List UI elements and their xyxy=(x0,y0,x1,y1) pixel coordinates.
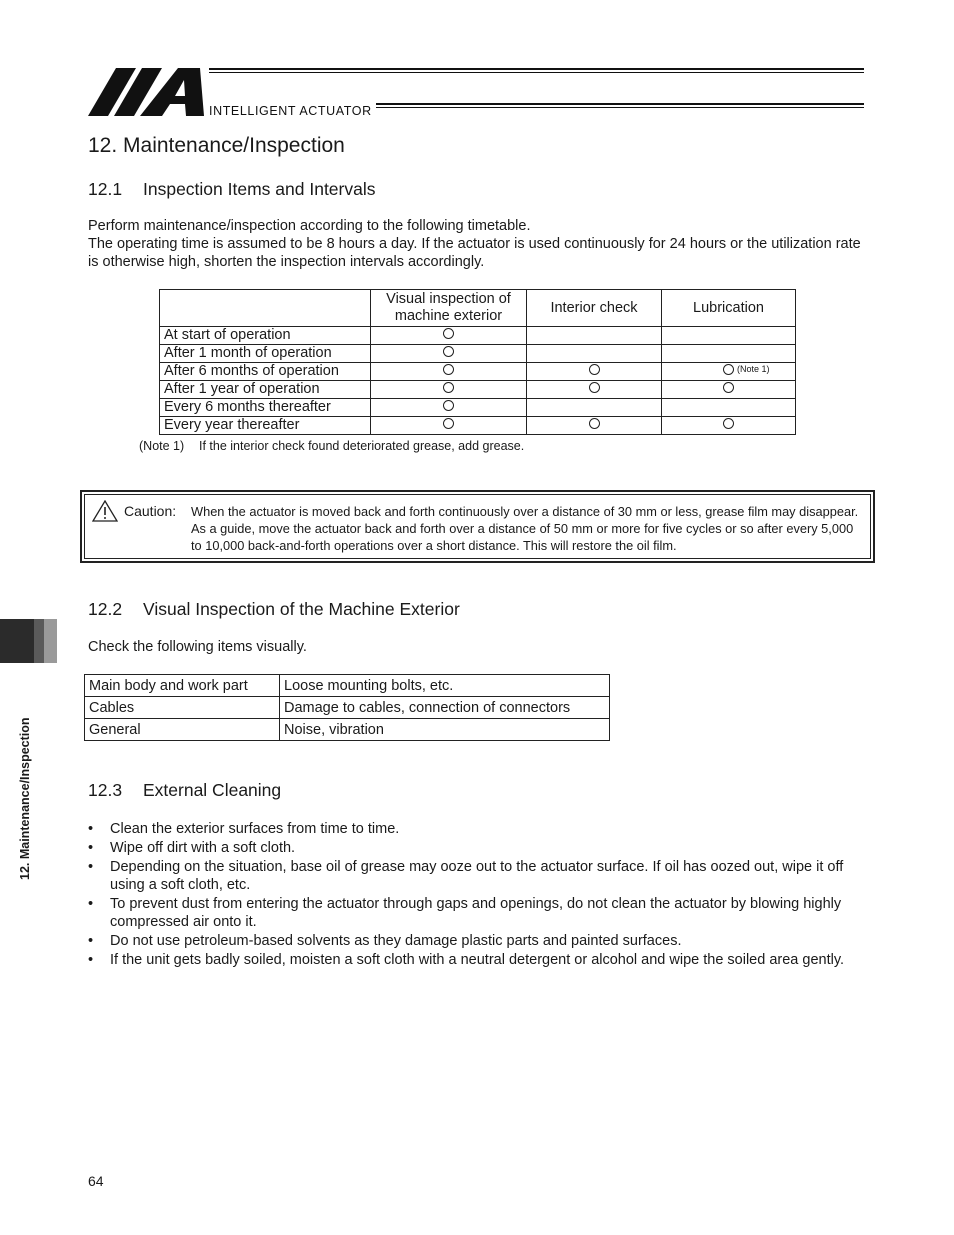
list-item: • Wipe off dirt with a soft cloth. xyxy=(88,839,868,857)
circle-mark-icon xyxy=(589,418,600,429)
item-cell: Main body and work part xyxy=(85,675,280,697)
section-number: 12.3 xyxy=(88,780,123,800)
table-row xyxy=(85,675,610,697)
note-text: If the interior check found deteriorated grease, add grease. xyxy=(199,439,525,453)
intro-paragraph xyxy=(88,217,868,271)
section-heading-12-3 xyxy=(88,780,281,801)
chapter-tab-light xyxy=(44,619,57,663)
iai-logo xyxy=(88,66,208,118)
circle-mark-icon xyxy=(443,364,454,375)
table-row xyxy=(160,381,796,399)
header-interior: Interior check xyxy=(527,290,662,327)
circle-mark-icon xyxy=(589,364,600,375)
check-cell: Noise, vibration xyxy=(280,719,610,741)
section-heading-12-1 xyxy=(88,179,375,200)
cleaning-list xyxy=(88,820,868,970)
header-visual: Visual inspection of machine exterior xyxy=(371,290,527,327)
circle-mark-icon xyxy=(443,400,454,411)
row-label: Every year thereafter xyxy=(160,417,371,435)
section-number: 12.1 xyxy=(88,179,123,199)
section-heading-12-2 xyxy=(88,599,460,620)
row-label: After 1 month of operation xyxy=(160,345,371,363)
table-row xyxy=(85,697,610,719)
circle-mark-icon xyxy=(443,382,454,393)
table-row xyxy=(160,363,796,381)
intro-line-1: Perform maintenance/inspection according to the following timetable. xyxy=(88,218,531,234)
list-item: • If the unit gets badly soiled, moisten a soft cloth with a neutral detergent or alcohol and wipe the soiled area gently. xyxy=(88,951,868,969)
note-label: (Note 1) xyxy=(139,439,185,453)
table-row xyxy=(160,417,796,435)
circle-mark-icon xyxy=(443,328,454,339)
circle-mark-icon xyxy=(443,418,454,429)
check-cell: Damage to cables, connection of connectors xyxy=(280,697,610,719)
header-empty xyxy=(160,290,371,327)
row-label: After 1 year of operation xyxy=(160,381,371,399)
table-row xyxy=(160,399,796,417)
side-chapter-label: 12. Maintenance/Inspection xyxy=(18,717,32,880)
table-row xyxy=(160,345,796,363)
page-number: 64 xyxy=(88,1173,104,1189)
caution-box xyxy=(80,490,875,563)
item-cell: Cables xyxy=(85,697,280,719)
table-row xyxy=(160,327,796,345)
section-title: Inspection Items and Intervals xyxy=(143,179,376,199)
circle-mark-icon xyxy=(443,346,454,357)
header-rule-top-2 xyxy=(209,72,864,73)
table-header-row xyxy=(160,290,796,327)
section-number: 12.2 xyxy=(88,599,123,619)
row-label: After 6 months of operation xyxy=(160,363,371,381)
list-item: • Clean the exterior surfaces from time to time. xyxy=(88,820,868,838)
row-label: At start of operation xyxy=(160,327,371,345)
chapter-tab-dark xyxy=(0,619,34,663)
note-reference: (Note 1) xyxy=(737,364,770,374)
section-title: Visual Inspection of the Machine Exterior xyxy=(143,599,460,619)
circle-mark-icon xyxy=(723,418,734,429)
brand-text: INTELLIGENT ACTUATOR xyxy=(209,104,372,118)
inspection-table xyxy=(159,289,796,435)
circle-mark-icon xyxy=(723,382,734,393)
intro-line-2: The operating time is assumed to be 8 hours a day. If the actuator is used continuously for 24 hours or the utilization rate is otherwise high, shorten the inspection intervals accordingly. xyxy=(88,236,861,270)
list-item: • To prevent dust from entering the actuator through gaps and openings, do not clean the actuator by blowing highly compressed air onto it. xyxy=(88,895,868,931)
caution-text: When the actuator is moved back and forth continuously over a distance of 30 mm or less, grease film may disappear. As a guide, move the actuator back and forth over a distance of 50 mm or more for five cycles or so after every 5,000 to 10,000 back-and-forth operations over a short distance. This will restore the oil film. xyxy=(191,504,859,553)
header-lubrication: Lubrication xyxy=(662,290,796,327)
section-title: External Cleaning xyxy=(143,780,282,800)
list-item: • Do not use petroleum-based solvents as they damage plastic parts and painted surfaces. xyxy=(88,932,868,950)
caution-label: Caution: xyxy=(124,503,177,519)
warning-triangle-icon xyxy=(92,500,118,522)
header-rule-bottom-2 xyxy=(376,107,864,108)
circle-mark-icon xyxy=(589,382,600,393)
visual-inspection-table xyxy=(84,674,610,741)
visual-intro: Check the following items visually. xyxy=(88,639,307,655)
header-rule-bottom-1 xyxy=(376,103,864,105)
row-label: Every 6 months thereafter xyxy=(160,399,371,417)
circle-mark-icon xyxy=(723,364,734,375)
table-row xyxy=(85,719,610,741)
table-note xyxy=(139,439,524,453)
item-cell: General xyxy=(85,719,280,741)
check-cell: Loose mounting bolts, etc. xyxy=(280,675,610,697)
page-title: 12. Maintenance/Inspection xyxy=(88,134,345,157)
header-rule-top-1 xyxy=(209,68,864,70)
chapter-tab-mid xyxy=(34,619,44,663)
list-item: • Depending on the situation, base oil of grease may ooze out to the actuator surface. If oil has oozed out, wipe it off using a soft cloth, etc. xyxy=(88,858,868,894)
